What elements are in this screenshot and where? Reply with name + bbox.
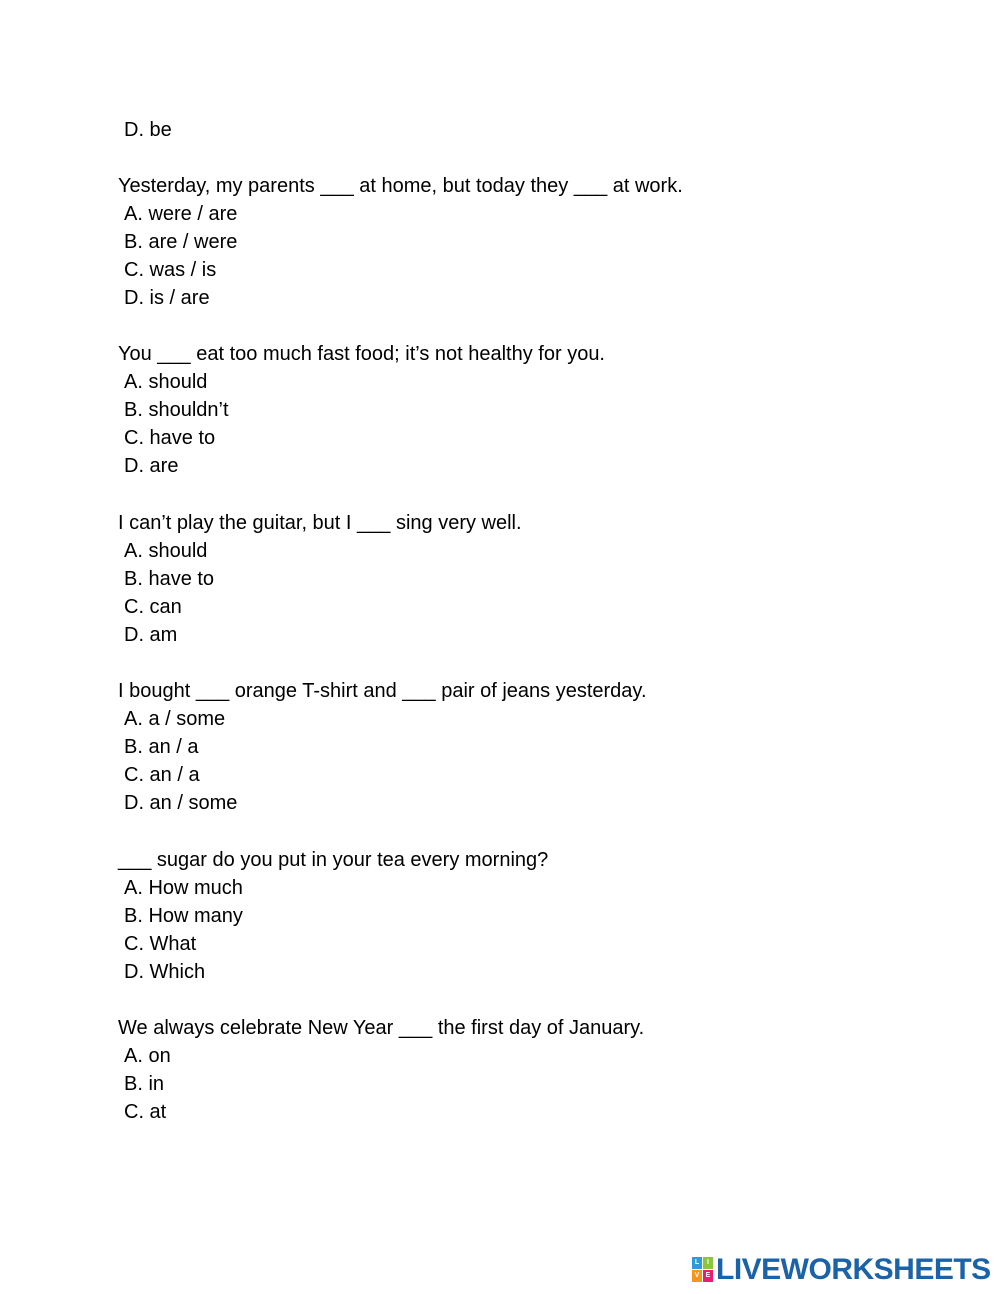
logo-mark-square: V	[692, 1270, 702, 1282]
option-d[interactable]: D. be	[124, 119, 172, 141]
option-c[interactable]: C. What	[124, 933, 197, 955]
option-d[interactable]: D. Which	[124, 961, 206, 983]
option-b[interactable]: B. shouldn’t	[124, 399, 229, 421]
liveworksheets-logo	[692, 1254, 991, 1286]
option-c[interactable]: C. can	[124, 596, 182, 618]
question-stem: I can’t play the guitar, but I ___ sing very well.	[118, 512, 522, 534]
option-b[interactable]: B. have to	[124, 568, 215, 590]
logo-mark-square: I	[703, 1257, 713, 1269]
logo-mark-icon	[692, 1257, 714, 1283]
question-stem: You ___ eat too much fast food; it’s not healthy for you.	[118, 343, 605, 365]
option-d[interactable]: D. an / some	[124, 792, 238, 814]
option-a[interactable]: A. on	[124, 1045, 171, 1067]
option-b[interactable]: B. in	[124, 1073, 165, 1095]
option-a[interactable]: A. a / some	[124, 708, 226, 730]
option-d[interactable]: D. am	[124, 624, 178, 646]
logo-mark-square: L	[692, 1257, 702, 1269]
question-stem: We always celebrate New Year ___ the first day of January.	[118, 1017, 645, 1039]
option-c[interactable]: C. at	[124, 1101, 167, 1123]
option-b[interactable]: B. How many	[124, 905, 243, 927]
option-a[interactable]: A. should	[124, 371, 208, 393]
option-c[interactable]: C. was / is	[124, 259, 217, 281]
option-b[interactable]: B. an / a	[124, 736, 199, 758]
option-d[interactable]: D. are	[124, 455, 179, 477]
logo-mark-square: E	[703, 1270, 713, 1282]
option-b[interactable]: B. are / were	[124, 231, 238, 253]
option-a[interactable]: A. were / are	[124, 203, 238, 225]
option-c[interactable]: C. an / a	[124, 764, 200, 786]
question-stem: Yesterday, my parents ___ at home, but today they ___ at work.	[118, 175, 683, 197]
question-stem: I bought ___ orange T-shirt and ___ pair of jeans yesterday.	[118, 680, 647, 702]
logo-text: LIVEWORKSHEETS	[716, 1253, 991, 1286]
option-c[interactable]: C. have to	[124, 427, 216, 449]
option-a[interactable]: A. should	[124, 540, 208, 562]
question-stem: ___ sugar do you put in your tea every morning?	[118, 849, 549, 871]
option-a[interactable]: A. How much	[124, 877, 243, 899]
option-d[interactable]: D. is / are	[124, 287, 210, 309]
